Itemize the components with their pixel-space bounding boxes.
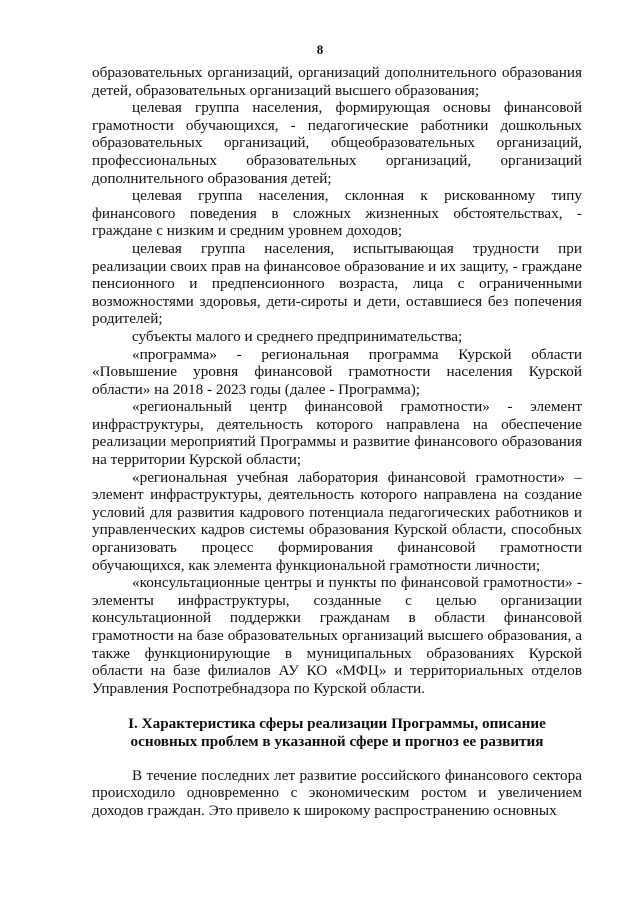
paragraph: «региональный центр финансовой грамотности» - элемент инфраструктуры, деятельность которого направлена на обеспечение реализации мероприятий Программы и развитие финансового образования на территории Курской области; xyxy=(92,398,582,469)
paragraph: «консультационные центры и пункты по финансовой грамотности» - элементы инфраструктуры, созданные с целью организации консультационной поддержки гражданам в области финансовой грамотности на базе образовательных организаций высшего образования, а также функционирующие в муниципальных образованиях Курской области на базе филиалов АУ КО «МФЦ» и территориальных отделов Управления Роспотребнадзора по Курской области. xyxy=(92,574,582,697)
paragraph: целевая группа населения, склонная к рискованному типу финансового поведения в сложных жизненных обстоятельствах, - граждане с низким и средним уровнем доходов; xyxy=(92,187,582,240)
paragraph: «программа» - региональная программа Курской области «Повышение уровня финансовой грамотности населения Курской области» на 2018 - 2023 годы (далее - Программа); xyxy=(92,345,582,398)
paragraph: целевая группа населения, формирующая основы финансовой грамотности обучающихся, - педагогические работники дошкольных образовательных организаций, общеобразовательных организаций, профессиональных образовательных организаций, организаций дополнительного образования детей; xyxy=(92,99,582,187)
page-number: 8 xyxy=(316,42,324,57)
paragraph: субъекты малого и среднего предпринимательства; xyxy=(132,327,463,345)
paragraph: образовательных организаций, организаций дополнительного образования детей, образовательных организаций высшего образования; xyxy=(92,64,582,99)
section-heading: I. Характеристика сферы реализации Программы, описание основных проблем в указанной сфере и прогноз ее развития xyxy=(128,715,546,750)
paragraph: В течение последних лет развитие российского финансового сектора происходило одновременно с экономическим ростом и увеличением доходов граждан. Это привело к широкому распространению основных xyxy=(92,766,582,819)
paragraph: целевая группа населения, испытывающая трудности при реализации своих прав на финансовое образование и их защиту, - граждане пенсионного и предпенсионного возраста, лица с ограниченными возможностями здоровья, дети-сироты и дети, оставшиеся без попечения родителей; xyxy=(92,239,582,328)
document-body xyxy=(92,64,582,819)
paragraph: «региональная учебная лаборатория финансовой грамотности» – элемент инфраструктуры, деятельность которого направлена на создание условий для развития кадрового потенциала педагогических работников и управленческих кадров системы образования Курской области, способных организовать процесс формирования финансовой грамотности обучающихся, как элемента функциональной грамотности личности; xyxy=(92,468,582,574)
